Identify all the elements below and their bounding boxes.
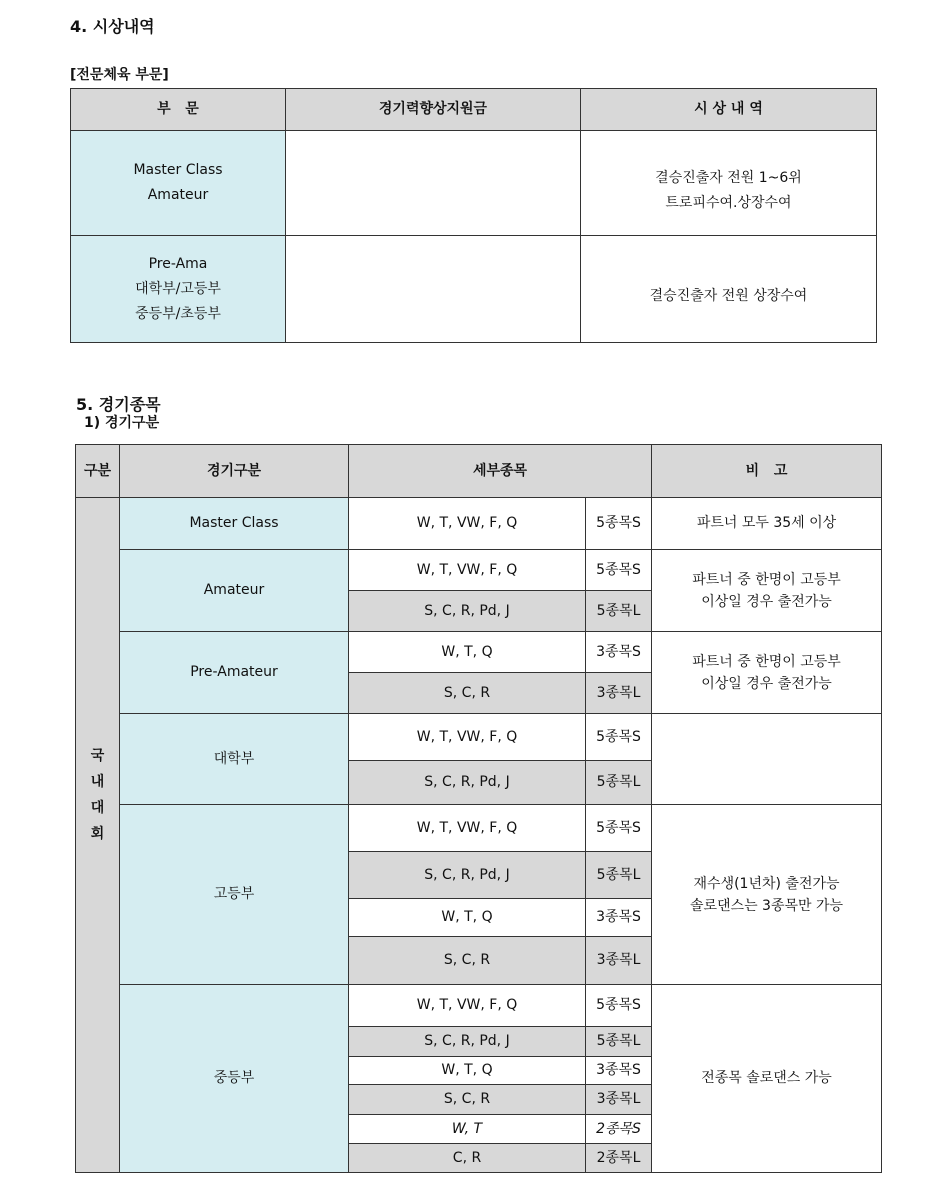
category-char: 내: [90, 774, 105, 790]
division-line: Amateur: [147, 187, 209, 203]
header-award: 시 상 내 역: [581, 89, 877, 131]
remark-line: 파트너 중 한명이 고등부: [692, 571, 841, 588]
count-cell: 5종목L: [586, 761, 652, 805]
table-row: [76, 985, 882, 1027]
remark-line: 파트너 중 한명이 고등부: [692, 653, 841, 670]
dances-cell: W, T, VW, F, Q: [349, 805, 586, 852]
table-row: [76, 550, 882, 591]
remark-line: 이상일 경우 출전가능: [701, 675, 832, 692]
award-cell: [581, 131, 877, 236]
count-cell: 5종목L: [586, 591, 652, 632]
division-line: 대학부/고등부: [135, 280, 221, 297]
dances-cell: S, C, R, Pd, J: [349, 761, 586, 805]
remark-cell: 전종목 솔로댄스 가능: [652, 985, 882, 1173]
award-line: 결승진출자 전원 상장수여: [649, 287, 808, 304]
count-cell: 3종목L: [586, 937, 652, 985]
count-cell: 5종목S: [586, 498, 652, 550]
header-events: 세부종목: [349, 445, 652, 498]
award-line: 결승진출자 전원 1~6위: [655, 170, 802, 186]
table-row: [76, 632, 882, 673]
count-cell: 3종목L: [586, 1085, 652, 1115]
support-cell: [286, 236, 581, 343]
category-char: 회: [90, 826, 105, 842]
dances-cell: W, T: [349, 1115, 586, 1144]
division-line: Master Class: [133, 162, 223, 178]
header-support: 경기력향상지원금: [286, 89, 581, 131]
dances-cell: W, T, VW, F, Q: [349, 714, 586, 761]
division-name: Amateur: [120, 550, 349, 632]
remark-cell: [652, 632, 882, 714]
award-line: 트로피수여.상장수여: [665, 195, 792, 211]
support-cell: [286, 131, 581, 236]
dances-cell: W, T, Q: [349, 632, 586, 673]
events-table: [75, 444, 882, 1173]
header-type: 구분: [76, 445, 120, 498]
header-division: 부 문: [71, 89, 286, 131]
section4-title: 4. 시상내역: [70, 17, 155, 36]
division-line: 중등부/초등부: [135, 305, 221, 322]
table-row: [76, 498, 882, 550]
award-cell: [581, 236, 877, 343]
category-char: 대: [90, 800, 105, 816]
count-cell: 5종목L: [586, 1027, 652, 1057]
category-cell: [76, 498, 120, 1173]
awards-table: [70, 88, 877, 343]
division-cell: [71, 131, 286, 236]
remark-cell: 파트너 모두 35세 이상: [652, 498, 882, 550]
remark-line: 재수생(1년차) 출전가능: [693, 875, 840, 892]
count-cell: 3종목S: [586, 632, 652, 673]
count-cell: 5종목S: [586, 805, 652, 852]
count-cell: 5종목S: [586, 714, 652, 761]
division-name: 중등부: [120, 985, 349, 1173]
dances-cell: W, T, VW, F, Q: [349, 985, 586, 1027]
dances-cell: W, T, VW, F, Q: [349, 498, 586, 550]
table-row: [76, 714, 882, 761]
dances-cell: C, R: [349, 1144, 586, 1173]
remark-cell: [652, 550, 882, 632]
dances-cell: S, C, R, Pd, J: [349, 591, 586, 632]
count-cell: 2종목S: [586, 1115, 652, 1144]
remark-line: 솔로댄스는 3종목만 가능: [689, 897, 844, 914]
dances-cell: W, T, Q: [349, 1057, 586, 1085]
table-row: [76, 805, 882, 852]
division-cell: [71, 236, 286, 343]
count-cell: 3종목S: [586, 1057, 652, 1085]
division-name: Master Class: [120, 498, 349, 550]
table-row: [71, 236, 877, 343]
dances-cell: S, C, R, Pd, J: [349, 1027, 586, 1057]
dances-cell: S, C, R: [349, 937, 586, 985]
section5-subtitle: 1) 경기구분: [84, 415, 160, 431]
count-cell: 5종목S: [586, 550, 652, 591]
division-name: 대학부: [120, 714, 349, 805]
count-cell: 2종목L: [586, 1144, 652, 1173]
header-remark: 비 고: [652, 445, 882, 498]
remark-cell: [652, 805, 882, 985]
section4-subtitle: [전문체육 부문]: [70, 67, 169, 83]
division-name: 고등부: [120, 805, 349, 985]
division-line: Pre-Ama: [148, 255, 208, 272]
category-char: 국: [90, 748, 105, 764]
section5-title: 5. 경기종목: [76, 395, 161, 414]
division-name: Pre-Amateur: [120, 632, 349, 714]
count-cell: 5종목L: [586, 852, 652, 899]
header-division: 경기구분: [120, 445, 349, 498]
dances-cell: S, C, R: [349, 1085, 586, 1115]
dances-cell: S, C, R, Pd, J: [349, 852, 586, 899]
count-cell: 5종목S: [586, 985, 652, 1027]
count-cell: 3종목L: [586, 673, 652, 714]
dances-cell: W, T, Q: [349, 899, 586, 937]
dances-cell: W, T, VW, F, Q: [349, 550, 586, 591]
dances-cell: S, C, R: [349, 673, 586, 714]
remark-line: 이상일 경우 출전가능: [701, 593, 832, 610]
remark-cell: [652, 714, 882, 805]
table-row: [71, 131, 877, 236]
count-cell: 3종목S: [586, 899, 652, 937]
